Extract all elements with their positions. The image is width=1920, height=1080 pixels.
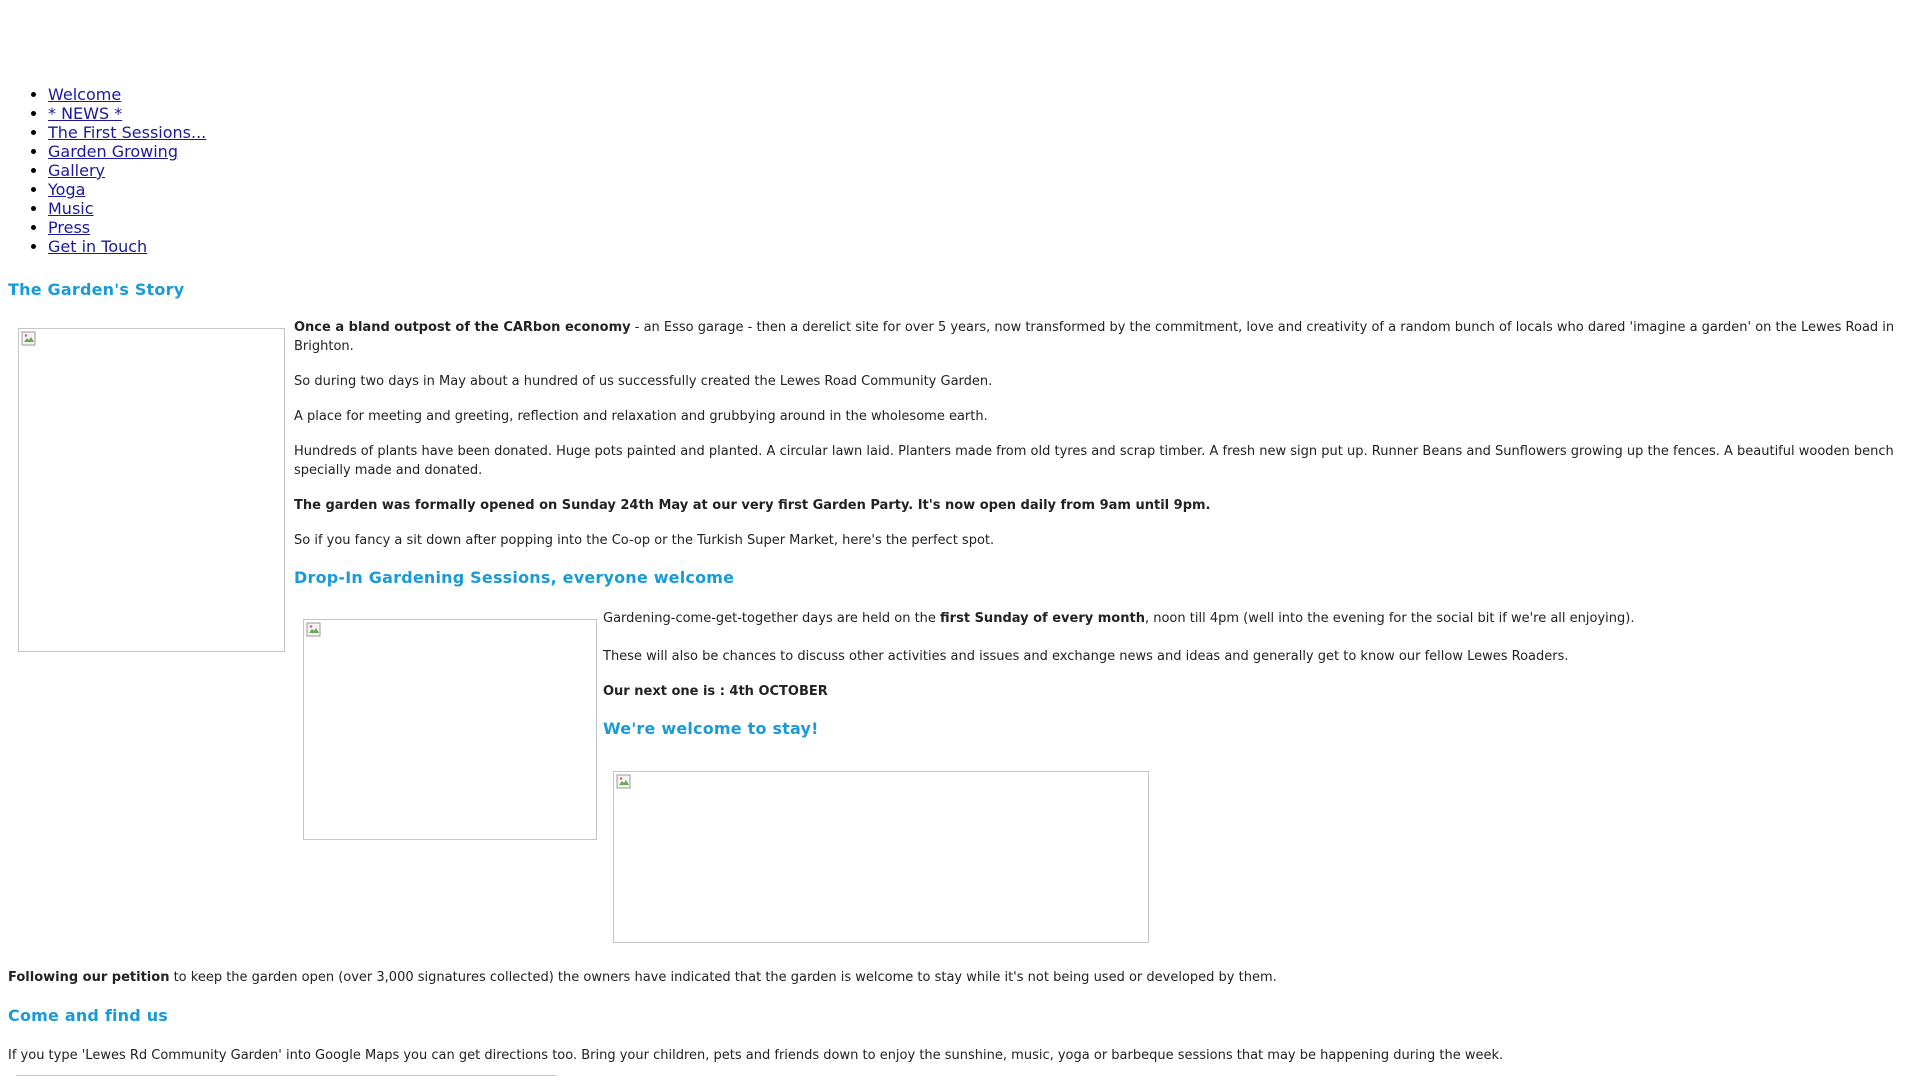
nav-item-press (48, 218, 206, 237)
story-paragraph-1-text: - an Esso garage - then a derelict site for over 5 years, now transformed by the commitment, love and creativity of a random bunch of locals who dared 'imagine a garden' on the Lewes Road in Brighton. (294, 320, 1895, 354)
map-frame (16, 1075, 556, 1080)
nav-item-first-sessions (48, 123, 206, 142)
broken-image-icon (616, 774, 632, 790)
find-us-heading: Come and find us (8, 1006, 169, 1025)
nav-item-welcome (48, 85, 206, 104)
nav-link-news[interactable]: * NEWS * (48, 104, 123, 123)
welcome-to-stay-heading: We're welcome to stay! (603, 719, 819, 738)
nav-link-music[interactable]: Music (48, 199, 94, 218)
dropin-paragraph-2: These will also be chances to discuss other activities and issues and exchange news and ideas and generally get to know our fellow Lewes Roaders. (603, 649, 1569, 664)
nav-link-first-sessions[interactable]: The First Sessions... (48, 123, 207, 142)
story-paragraph-1-bold: Once a bland outpost of the CARbon economy (294, 320, 631, 335)
dropin-paragraph-3 (603, 682, 1903, 701)
dropin-paragraph-1-post: , noon till 4pm (well into the evening for the social bit if we're all enjoying). (1144, 611, 1635, 626)
story-paragraph-2: So during two days in May about a hundred of us successfully created the Lewes Road Community Garden. (294, 374, 993, 389)
nav-item-gallery (48, 161, 206, 180)
garden-photo-1 (18, 328, 285, 652)
story-paragraph-5-bold: The garden was formally opened on Sunday 24th May at our very first Garden Party. It's now open daily from 9am until 9pm. (294, 498, 1211, 513)
dropin-paragraph-1 (603, 609, 1903, 628)
story-paragraph-3: A place for meeting and greeting, reflection and relaxation and grubbying around in the wholesome earth. (294, 409, 988, 424)
story-paragraph-4: Hundreds of plants have been donated. Huge pots painted and planted. A circular lawn laid. Planters made from old tyres and scrap timber. A fresh new sign put up. Runner Beans and Sunflowers growing up the fences. A beautiful wooden bench specially made and donated. (294, 444, 1894, 478)
dropin-paragraph-1-bold: first Sunday of every month (940, 611, 1145, 626)
garden-photo-2 (303, 619, 597, 840)
petition-paragraph-text: to keep the garden open (over 3,000 signatures collected) the owners have indicated that the garden is welcome to stay while it's not being used or developed by them. (169, 970, 1277, 985)
broken-image-icon (306, 622, 322, 638)
dropin-next-date: Our next one is : 4th OCTOBER (603, 684, 828, 699)
nav-link-gallery[interactable]: Gallery (48, 161, 105, 180)
story-content (294, 318, 1909, 587)
nav-link-yoga[interactable]: Yoga (48, 180, 86, 199)
story-paragraph-5 (294, 496, 1909, 515)
petition-paragraph-bold: Following our petition (8, 970, 170, 985)
find-us-paragraph: If you type 'Lewes Rd Community Garden' into Google Maps you can get directions too. Bring your children, pets and friends down to enjoy the sunshine, music, yoga or barbeque sessions that may be happening during the week. (8, 1048, 1504, 1063)
nav-link-garden-growing[interactable]: Garden Growing (48, 142, 178, 161)
garden-photo-3 (613, 771, 1149, 943)
garden-story-heading: The Garden's Story (8, 280, 185, 299)
nav-link-press[interactable]: Press (48, 218, 91, 237)
nav-item-news (48, 104, 206, 123)
nav-link-welcome[interactable]: Welcome (48, 85, 122, 104)
nav-link-get-in-touch[interactable]: Get in Touch (48, 237, 148, 256)
broken-image-icon (21, 331, 37, 347)
main-nav (0, 85, 206, 256)
story-paragraph-6: So if you fancy a sit down after popping into the Co-op or the Turkish Super Market, here's the perfect spot. (294, 533, 995, 548)
nav-item-get-in-touch (48, 237, 206, 256)
nav-item-yoga (48, 180, 206, 199)
dropin-content (603, 609, 1903, 738)
petition-paragraph (8, 968, 1908, 987)
nav-item-music (48, 199, 206, 218)
dropin-heading: Drop-In Gardening Sessions, everyone welcome (294, 568, 735, 587)
dropin-paragraph-1-pre: Gardening-come-get-together days are held on the (603, 611, 941, 626)
story-paragraph-1 (294, 318, 1909, 356)
nav-item-garden-growing (48, 142, 206, 161)
